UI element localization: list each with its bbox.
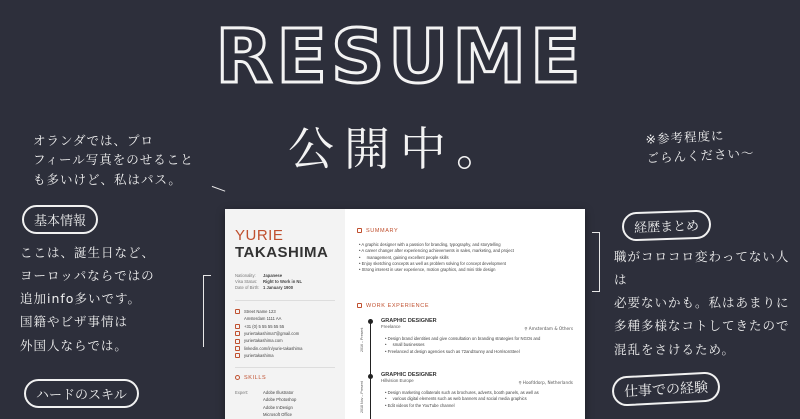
work-experience-bubble: 仕事での経験 bbox=[611, 371, 720, 407]
email-icon bbox=[235, 331, 240, 336]
basic-info-bubble: 基本情報 bbox=[22, 205, 98, 234]
location-pin-icon: ⚲ bbox=[524, 326, 529, 331]
skill-item: Adobe InDesign bbox=[263, 404, 293, 410]
job-bullet: • Design brand identities and give consultation on branding strategies for NGOs and bbox=[385, 336, 540, 342]
last-name: TAKASHIMA bbox=[235, 244, 329, 261]
location-pin-icon: ⚲ bbox=[518, 380, 523, 385]
instagram: yuriertakashima bbox=[244, 353, 274, 359]
note-photo bbox=[33, 131, 194, 189]
note-line: ヨーロッパならではの bbox=[20, 268, 155, 284]
hard-skills-bubble: ハードのスキル bbox=[24, 379, 139, 408]
note-line: 外国人ならでは。 bbox=[20, 337, 128, 353]
instagram-icon bbox=[235, 353, 240, 358]
contact-info bbox=[235, 308, 302, 359]
subtitle: 公開中。 bbox=[288, 122, 512, 176]
linkedin-icon bbox=[235, 346, 240, 351]
note-line: 多種多様なコトしてきたので bbox=[614, 318, 790, 334]
skill-level bbox=[235, 411, 263, 418]
job-bullet: • various digital elements such as web banners and social media graphics bbox=[385, 396, 539, 402]
personal-value: Right to Work in NL bbox=[263, 279, 303, 285]
skill-level: Expert: bbox=[235, 390, 249, 395]
job-bullet: • Design marketing collaterals such as brochures, adverts, booth panels, as well as bbox=[385, 390, 539, 396]
note-line: オランダでは、プロ bbox=[33, 133, 155, 148]
summary-item: • A career changer after experiencing achievements in sales, marketing, and project bbox=[359, 248, 514, 254]
summary-item: • Strong interest in user experience, motion graphics, and mini title design bbox=[359, 267, 514, 273]
career-summary-bubble: 経歴まとめ bbox=[622, 209, 712, 241]
resume-right-column bbox=[345, 209, 585, 419]
resume-left-column bbox=[225, 209, 345, 419]
note-line: ここは、誕生日など、 bbox=[20, 245, 156, 260]
job-bullet: • Edit videos for the YouTube channel bbox=[385, 403, 539, 409]
note-reference bbox=[645, 124, 755, 168]
job-company: Freelance bbox=[381, 324, 401, 329]
job-entry bbox=[381, 372, 437, 383]
job-location: ⚲ Amsterdam & Others bbox=[524, 326, 573, 331]
skills-list bbox=[235, 389, 296, 418]
briefcase-icon bbox=[357, 303, 362, 308]
personal-key: Nationality: bbox=[235, 273, 256, 278]
email: yuriertakashima7@gmail.com bbox=[244, 331, 300, 337]
personal-info bbox=[235, 273, 302, 291]
note-line: ごらんください〜 bbox=[646, 145, 755, 167]
job-location: ⚲ Hoofddorp, Netherlands bbox=[518, 380, 573, 385]
phone: +31 (0) 5 55 55 55 55 bbox=[244, 323, 285, 329]
skill-level bbox=[235, 396, 263, 403]
phone-icon bbox=[235, 324, 240, 329]
personal-key: Date of Birth: bbox=[235, 285, 260, 291]
personal-value: Japanese bbox=[263, 273, 283, 278]
bracket-line bbox=[592, 232, 600, 292]
timeline-dot bbox=[368, 374, 373, 379]
note-line: 必要ないかも。私はあまりに bbox=[614, 295, 790, 311]
arrow-line bbox=[209, 186, 226, 200]
job-bullet: • Freelanced at design agencies such as 72andSunny and HorrisonSteel bbox=[385, 349, 540, 355]
job-entry bbox=[381, 318, 437, 329]
job-company: Hillvision Europe bbox=[381, 378, 414, 383]
job-bullets bbox=[385, 390, 539, 409]
job-title: GRAPHIC DESIGNER bbox=[381, 372, 437, 378]
note-basic-info bbox=[20, 241, 155, 357]
skill-level bbox=[235, 404, 263, 411]
job-title: GRAPHIC DESIGNER bbox=[381, 318, 437, 324]
tools-icon bbox=[235, 375, 240, 380]
resume-title: RESUME bbox=[215, 14, 585, 100]
address-line: Street Name 123 bbox=[244, 309, 276, 314]
personal-value: 1 January 1900 bbox=[263, 285, 294, 291]
skill-item: Adobe Photoshop bbox=[263, 397, 297, 403]
note-line: 職がコロコロ変わってない人は bbox=[614, 249, 790, 288]
summary-item: • management, gaining excellent people skills bbox=[359, 255, 514, 261]
bracket-line bbox=[203, 275, 211, 347]
website: yuriertakashima.com bbox=[244, 338, 283, 344]
summary-item: • A graphic designer with a passion for branding, typography, and storytelling bbox=[359, 242, 514, 248]
skill-item: Microsoft Office bbox=[263, 412, 293, 418]
note-career bbox=[614, 245, 800, 361]
skills-heading: SKILLS bbox=[235, 375, 266, 381]
timeline-dot bbox=[368, 319, 373, 324]
first-name: YURIE bbox=[235, 227, 284, 244]
address-line: Amsterdam 1111 AA bbox=[244, 316, 282, 322]
website-icon bbox=[235, 339, 240, 344]
document-icon bbox=[357, 228, 362, 233]
note-line: 混乱をさけるため。 bbox=[614, 341, 736, 357]
summary-item: • Enjoy sketching concepts as well as problem solving for concept development bbox=[359, 261, 514, 267]
note-line: も多いけど、私はパス。 bbox=[33, 171, 182, 187]
note-line: 追加info多いです。 bbox=[20, 291, 141, 307]
summary-list bbox=[359, 242, 514, 273]
job-bullets bbox=[385, 336, 540, 355]
personal-key: Visa Status: bbox=[235, 279, 258, 285]
job-dates: 2016 – Present bbox=[360, 327, 364, 352]
timeline-line bbox=[370, 319, 371, 419]
divider bbox=[235, 300, 335, 301]
divider bbox=[235, 367, 335, 368]
note-line: ※参考程度に bbox=[645, 127, 725, 147]
resume-sheet bbox=[225, 209, 585, 419]
job-dates: 2018 Nov – Present bbox=[360, 381, 364, 413]
skill-item: Adobe Illustrator bbox=[263, 390, 294, 395]
linkedin: linkedin.com/in/yurie-takashima bbox=[244, 345, 303, 351]
note-line: 国籍やビザ事情は bbox=[20, 314, 129, 330]
note-line: フィール写真をのせること bbox=[33, 152, 194, 168]
summary-heading: SUMMARY bbox=[357, 228, 398, 234]
location-icon bbox=[235, 309, 240, 314]
work-experience-heading: WORK EXPERIENCE bbox=[357, 303, 429, 309]
job-bullet: • small businesses bbox=[385, 342, 540, 348]
